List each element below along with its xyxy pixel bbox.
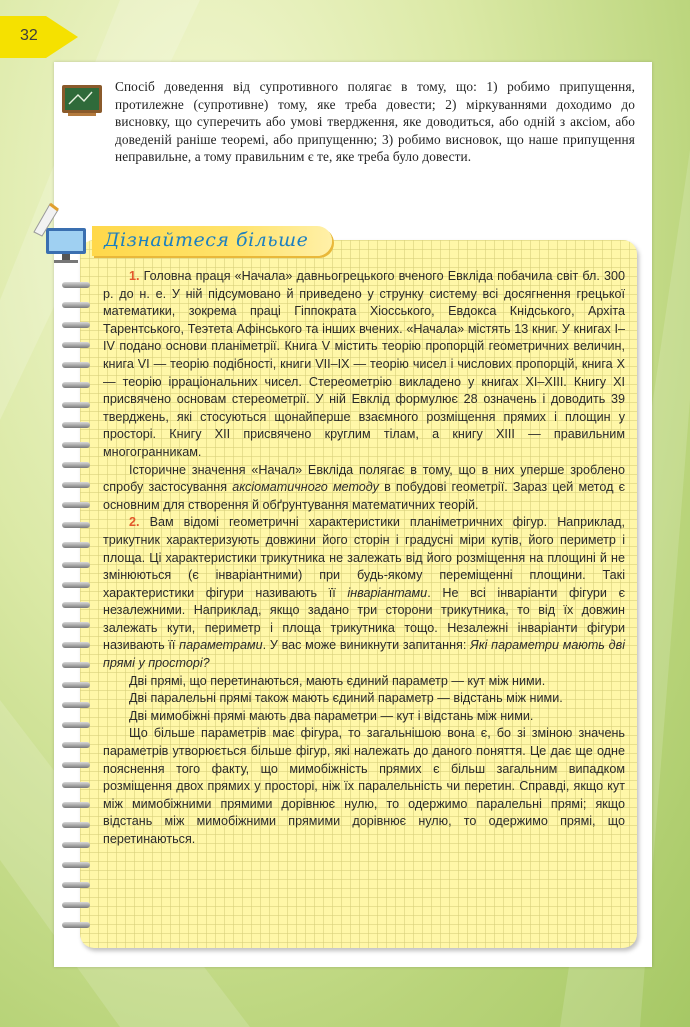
- section1-paragraph: [103, 268, 625, 462]
- section2-paragraph3: Дві паралельні прямі також мають єдиний параметр — відстань між ними.: [129, 691, 563, 706]
- intro-paragraph: Спосіб доведення від супротивного полягає в тому, що: 1) робимо припущення, протилежне (супротивне) тому, яке треба довести; 2) міркуваннями доходимо до висновку, що суперечить або умові твердження, яке доводиться, або одній з аксіом, або доведеній раніше теоремі, або припущенню; 3) робимо висновок, що наше припущення неправильне, а тому правильним є те, яке треба було довести.: [115, 79, 635, 165]
- term-axiomatic-method: аксіоматичного методу: [232, 480, 379, 495]
- section2-paragraph2: Дві прямі, що перетинаються, мають єдиний параметр — кут між ними.: [129, 673, 546, 688]
- spiral-binding-icon: [56, 262, 96, 952]
- section1-p2-end: в побудові геометрії. Зараз цей метод є основним для створення й обґрунтування математичних теорій.: [103, 480, 626, 512]
- banner-title: Дізнайтеся більше: [104, 229, 309, 251]
- notebook-body: [103, 268, 625, 849]
- chalkboard-icon: [60, 83, 104, 117]
- section2-paragraph5: Що більше параметрів має фігура, то загальнішою вона є, бо зі зміною значень параметрів утворюється більше фігур, які належать до даного поняття. Це дає ще одне пояснення того факту, що мимобіжність прямих є більш загальним випадком розміщення двох прямих у просторі, ніж їх паралельність чи перетин. Справді, якщо кут між мимобіжними прямими дорівнює нулю, то одержимо паралельні прямі; якщо відстань між мимобіжними прямими дорівнює нулю, то одержимо прямі, що перетинаються.: [103, 726, 625, 846]
- term-parameters: параметрами: [179, 638, 263, 653]
- section2-paragraph: [103, 514, 625, 672]
- section2-question: Які параметри мають дві прямі у просторі?: [103, 638, 625, 671]
- section1-paragraph2: [103, 462, 625, 515]
- section1-text: Головна праця «Начала» давньогрецького вченого Евкліда побачила світ бл. 300 р. до н. е. У ній підсумовано й приведено у струнку систему всі досягнення грецької математики, зокрема праці Гіппократа Хіосського, Евдокса Кнідського, Архіта Тарентського, Теэтета Афінського та інших вчених. «Начала» містять 13 книг. У книгах I–IV подано основи планіметрії. Книга V містить теорію пропорцій геометричних величин, книга VI — теорію подібності, книги VII–IX — теорію чисел і числових пропорцій, книга X — теорію ірраціональних чисел. Стереометрію викладено у книгах XI–XIII. Книгу XI присвячено основам стереометрії. У ній Евклід формулює 28 означень і доводить 39 тверджень, які стосуються щонайперше взаємного розміщення прямих і площин у просторі. Книгу XII присвячено круглим тілам, а книгу XIII — правильним многогранникам.: [103, 269, 626, 459]
- section1-number: 1.: [129, 269, 140, 283]
- section2-question-lead: . У вас може виникнути запитання:: [262, 638, 467, 653]
- section2-p1-mid: . Не всі інваріанти фігури є незалежними. Наприклад, якщо задано три сторони трикутника, то від їх довжин залежать кути, периметр і площа трикутника тощо. Незалежні інваріанти фігури називають її: [103, 585, 625, 653]
- section1-p2-start: Історичне значення «Начал» Евкліда полягає в тому, що в них уперше зроблено спробу застосування: [103, 462, 625, 495]
- term-invariants: інваріантами: [347, 585, 428, 600]
- section2-number: 2.: [129, 515, 140, 530]
- section2-paragraph4: Дві мимобіжні прямі мають два параметри — кут і відстань між ними.: [129, 708, 534, 723]
- lamp-computer-icon: [28, 198, 98, 266]
- section2-p1-start: Вам відомі геометричні характеристики планіметричних фігур. Наприклад, трикутник характеризують довжини його сторін і градусні міри кутів, його периметр і площа. Ці характеристики трикутника не залежать від його розміщення на площині й не змінюються (є інваріантними) при будь-якому переміщенні площини. Такі характеристики фігури називають її: [103, 515, 626, 600]
- page-number: 32: [20, 27, 38, 44]
